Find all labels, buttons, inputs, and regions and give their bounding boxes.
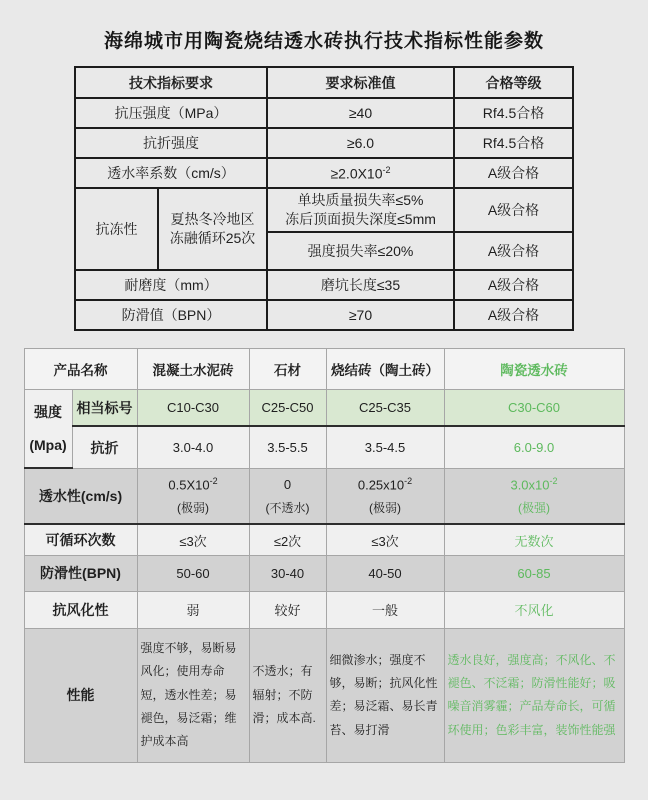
permeability-value: $\ge 2.0X10^{-2}$ [267, 158, 454, 188]
slip-label: 防滑值（BPN） [75, 300, 267, 330]
strength-grade-concrete: C10-C30 [137, 389, 249, 426]
strength-label: 强度 (Mpa) [24, 389, 72, 468]
strength-grade-ceramic: C30-C60 [444, 389, 624, 426]
permeability-grade: A级合格 [454, 158, 573, 188]
flexural-value: ≥6.0 [267, 128, 454, 158]
spec-header-grade: 合格等级 [454, 67, 573, 98]
table-row [24, 628, 624, 762]
strength-flex-concrete: 3.0-4.0 [137, 426, 249, 468]
spec-header-requirement: 技术指标要求 [75, 67, 267, 98]
table-row [75, 158, 573, 188]
exponent: -2 [209, 475, 218, 486]
performance-sintered: 细微渗水；强度不够，易断；抗风化性差；易泛霜、易长青苔、易打滑 [326, 628, 444, 762]
page-title: 海绵城市用陶瓷烧结透水砖执行技术指标性能参数 [103, 31, 544, 52]
permeability-label: 透水率系数（cm/s） [75, 158, 267, 188]
recycle-concrete: ≤3次 [137, 524, 249, 555]
perm-concrete: $0.5X10^{-2}$ (极弱) [137, 468, 249, 524]
abrasion-value: 磨坑长度≤35 [267, 270, 454, 300]
strength-grade-row-label: 相当标号 [72, 389, 137, 426]
weathering-stone: 较好 [249, 591, 326, 628]
table-row [24, 426, 624, 468]
spec-header-standard: 要求标准值 [267, 67, 454, 98]
performance-stone: 不透水；有辐射；不防滑；成本高. [249, 628, 326, 762]
table-row [24, 555, 624, 591]
exponent: -2 [382, 164, 391, 175]
exponent: -2 [549, 475, 558, 486]
table-row [24, 348, 624, 389]
frost-label: 抗冻性 [75, 188, 158, 270]
slip2-stone: 30-40 [249, 555, 326, 591]
perm-label: 透水性(cm/s) [24, 468, 137, 524]
weathering-label: 抗风化性 [24, 591, 137, 628]
table-row [75, 300, 573, 330]
strength-grade-stone: C25-C50 [249, 389, 326, 426]
table-row [24, 524, 624, 555]
slip-grade: A级合格 [454, 300, 573, 330]
weathering-sintered: 一般 [326, 591, 444, 628]
frost-grade-2: A级合格 [454, 232, 573, 270]
recycle-stone: ≤2次 [249, 524, 326, 555]
performance-ceramic: 透水良好，强度高；不风化、不褪色、不泛霜；防滑性能好；吸噪音消雾霾；产品寿命长，可循环使用；色彩丰富，装饰性能强 [444, 628, 624, 762]
slip2-ceramic: 60-85 [444, 555, 624, 591]
recycle-label: 可循环次数 [24, 524, 137, 555]
frost-value-1: 单块质量损失率≤5% 冻后顶面损失深度≤5mm [267, 188, 454, 232]
perm-ceramic: $3.0x10^{-2}$ (极强) [444, 468, 624, 524]
strength-grade-sintered: C25-C35 [326, 389, 444, 426]
slip-value: ≥70 [267, 300, 454, 330]
strength-flex-ceramic: 6.0-9.0 [444, 426, 624, 468]
table-row [75, 270, 573, 300]
weathering-concrete: 弱 [137, 591, 249, 628]
slip2-concrete: 50-60 [137, 555, 249, 591]
slip2-sintered: 40-50 [326, 555, 444, 591]
compressive-grade: Rf4.5合格 [454, 98, 573, 128]
performance-concrete: 强度不够，易断易风化；使用寿命短，透水性差；易褪色，易泛霜；维护成本高 [137, 628, 249, 762]
cmp-header-sintered: 烧结砖（陶土砖） [326, 348, 444, 389]
spec-table [74, 66, 574, 331]
cmp-header-stone: 石材 [249, 348, 326, 389]
compressive-value: ≥40 [267, 98, 454, 128]
strength-flex-sintered: 3.5-4.5 [326, 426, 444, 468]
compressive-label: 抗压强度（MPa） [75, 98, 267, 128]
strength-flex-row-label: 抗折 [72, 426, 137, 468]
strength-flex-stone: 3.5-5.5 [249, 426, 326, 468]
frost-condition: 夏热冬冷地区 冻融循环25次 [158, 188, 267, 270]
table-row [24, 468, 624, 524]
frost-grade-1: A级合格 [454, 188, 573, 232]
cmp-header-ceramic: 陶瓷透水砖 [444, 348, 624, 389]
table-row [75, 128, 573, 158]
weathering-ceramic: 不风化 [444, 591, 624, 628]
cmp-header-concrete: 混凝土水泥砖 [137, 348, 249, 389]
comparison-table [24, 348, 625, 763]
recycle-ceramic: 无数次 [444, 524, 624, 555]
abrasion-label: 耐磨度（mm） [75, 270, 267, 300]
flexural-label: 抗折强度 [75, 128, 267, 158]
table-row [24, 591, 624, 628]
table-row [24, 389, 624, 426]
perm-sintered: $0.25x10^{-2}$ (极弱) [326, 468, 444, 524]
recycle-sintered: ≤3次 [326, 524, 444, 555]
perm-stone: 0 (不透水) [249, 468, 326, 524]
flexural-grade: Rf4.5合格 [454, 128, 573, 158]
cmp-header-product: 产品名称 [24, 348, 137, 389]
slip2-label: 防滑性(BPN) [24, 555, 137, 591]
table-row [75, 98, 573, 128]
table-row [75, 67, 573, 98]
exponent: -2 [404, 475, 413, 486]
abrasion-grade: A级合格 [454, 270, 573, 300]
performance-label: 性能 [24, 628, 137, 762]
frost-value-2: 强度损失率≤20% [267, 232, 454, 270]
table-row [75, 188, 573, 232]
